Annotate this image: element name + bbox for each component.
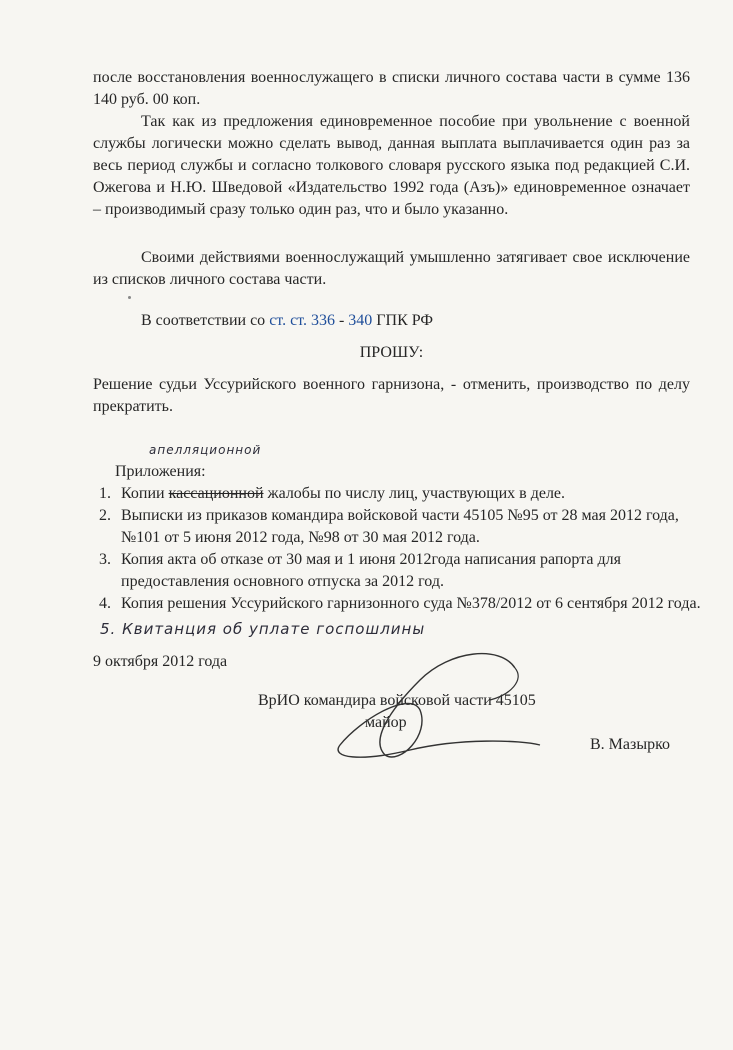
legal-reference: [93, 310, 690, 332]
struck-word: кассационной: [168, 485, 264, 502]
scan-speck: [128, 296, 131, 299]
document-date: 9 октября 2012 года: [93, 653, 228, 670]
reference-link-336[interactable]: ст. ст. 336: [269, 312, 335, 329]
paragraph-amount: после восстановления военнослужащего в списки личного состава части в сумме 136 140 руб. 00 коп.: [93, 69, 690, 108]
signer-rank: майор: [365, 714, 407, 731]
attachments-list: [93, 483, 705, 615]
attachment-text: Копии: [121, 485, 169, 502]
attachment-item: 4. Копия решения Уссурийского гарнизонного суда №378/2012 от 6 сентября 2012 года.: [115, 593, 705, 615]
reference-link-340[interactable]: 340: [348, 312, 373, 329]
reference-suffix: ГПК РФ: [372, 312, 434, 329]
signer-name: В. Мазырко: [590, 736, 671, 753]
handwritten-signature: [300, 640, 560, 770]
handwritten-correction: апелляционной: [149, 443, 262, 457]
request-text: Решение судьи Уссурийского военного гарнизона, - отменить, производство по делу прекратить.: [93, 376, 690, 415]
attachments-heading: Приложения:: [115, 463, 206, 480]
attachment-item: 2. Выписки из приказов командира войсковой части 45105 №95 от 28 мая 2012 года, №101 от 5 июня 2012 года, №98 от 30 мая 2012 года.: [115, 505, 705, 549]
paragraph-reasoning: Так как из предложения единовременное пособие при увольнение с военной службы логически можно сделать вывод, данная выплата выплачивается один раз за весь период службы и согласно толкового словаря русского языка под редакцией С.И. Ожегова и Н.Ю. Шведовой «Издательство 1992 года (Азъ)» единовременное означает – производимый сразу только один раз, что и было указанно.: [93, 113, 690, 218]
handwritten-attachment: 5. Квитанция об уплате госпошлины: [100, 620, 426, 638]
attachment-text: жалобы по числу лиц, участвующих в деле.: [263, 485, 566, 502]
paragraph-conclusion: Своими действиями военнослужащий умышленно затягивает свое исключение из списков личного состава части.: [93, 249, 690, 288]
signer-position: ВрИО командира войсковой части 45105: [258, 692, 536, 709]
reference-dash: -: [334, 312, 349, 329]
reference-prefix: В соответствии со: [141, 312, 270, 329]
request-heading: ПРОШУ:: [359, 344, 424, 361]
attachment-item: 3. Копия акта об отказе от 30 мая и 1 июня 2012года написания рапорта для предоставления основного отпуска за 2012 год.: [115, 549, 705, 593]
attachment-item: [115, 483, 705, 505]
